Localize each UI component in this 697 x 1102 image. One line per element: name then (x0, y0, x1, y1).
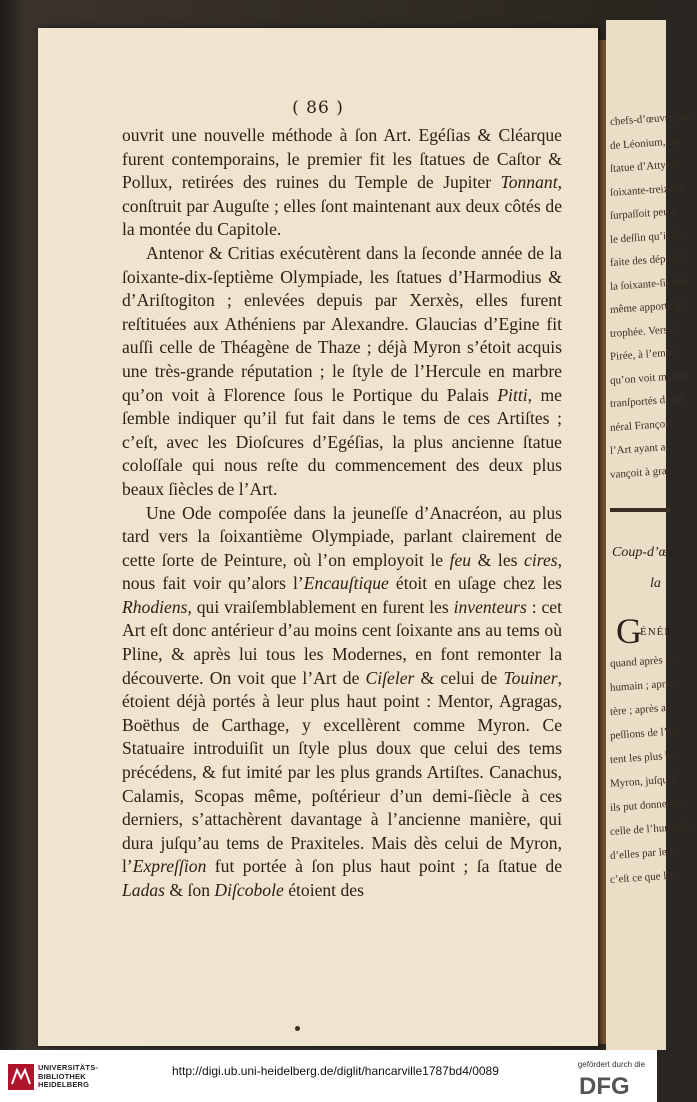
italic-run: Tonnant (500, 172, 558, 193)
facing-page-line: la ſoixante-ſixièm (609, 275, 689, 293)
text-run: fut portée à ſon plus haut point ; ſa ſtatue de (206, 856, 562, 877)
paragraph (122, 124, 562, 242)
ornamental-rule (610, 508, 670, 512)
svg-text:DFG: DFG (579, 1073, 630, 1100)
italic-run: inventeurs (453, 596, 527, 617)
text-run: étoient des (283, 880, 364, 900)
italic-run: Ciſeler (365, 667, 415, 688)
facing-page-line: Pirée, à l’embo (609, 346, 678, 363)
italic-run: Ladas (122, 880, 166, 900)
funded-by-label: gefördert durch die (577, 1060, 645, 1069)
body-text (122, 124, 562, 903)
facing-page-line: qu’on voit mainte (609, 369, 689, 387)
facing-page-line: chefs-d’œuvres en (609, 110, 692, 128)
italic-run: Encauſtique (303, 573, 389, 594)
text-run: , qui vraiſemblablement en furent les (187, 596, 454, 617)
facing-page-line: ſtatue d’Attylus (609, 158, 680, 175)
text-run: étoit en uſage chez les (388, 573, 562, 594)
facing-page-line: de Léonium, qu (609, 134, 680, 152)
ink-spot (295, 1026, 300, 1031)
source-url[interactable]: http://digi.ub.uni-heidelberg.de/diglit/hancarville1787bd4/0089 (172, 1064, 499, 1078)
facing-page-heading-2: la (650, 576, 661, 591)
facing-page-line: ſoixante-treizièm (609, 181, 686, 199)
text-run: & celui de (414, 667, 504, 688)
italic-run: feu (449, 549, 472, 570)
facing-page-line: le deſſin qu’il do (609, 228, 684, 246)
university-logo-icon (8, 1064, 34, 1090)
facing-page-line: d’elles par le fe (609, 845, 679, 862)
text-run: : cet Art eſt donc antérieur d’au moins cent ſoixante ans au tems où Pline, & après lui tous les Modernes, en font remonter la découverte. On voit que l’Art de (122, 596, 562, 688)
facing-page-line: vançoit à gran (609, 464, 673, 481)
italic-run: Expreſſion (132, 856, 207, 877)
facing-page-line: Myron, juſqu’à (609, 773, 677, 790)
facing-page-heading: Coup-d’œil ſu (612, 545, 691, 560)
text-run: Antenor & Critias exécutèrent dans la ſeconde année de la ſoixante-dix-ſeptième Olympiade, les ſtatues d’Harmodius & d’Ariſtogiton ; enlevées depuis par Xerxès, elles furent reſtituées aux Athéniens par Alexandre. Glaucias d’Egine fit auſſi celle de Théagène de Thaze ; déjà Myron s’étoit acquis une très-grande réputation ; le ſtyle de l’Hercule en marbre qu’on voit à Florence ſous le Portique du Palais (122, 242, 562, 405)
italic-run: Diſcobole (214, 880, 284, 900)
paragraph (122, 502, 562, 903)
italic-run: Rhodiens (122, 596, 188, 617)
text-run: & les (471, 549, 525, 570)
drop-cap: G (616, 611, 642, 651)
facing-page-line: tère ; après av (609, 701, 672, 718)
facing-page-line: quand après av (609, 653, 677, 670)
dfg-logo (575, 1072, 647, 1098)
facing-page-line: faite des dépouill (609, 251, 686, 269)
facing-page-line: trophée. Vers ce (609, 322, 681, 340)
facing-page-line: néral François (609, 417, 673, 434)
text-run: & ſon (165, 880, 215, 900)
italic-run: Pitti (497, 384, 528, 405)
text-run: , me ſemble indiquer qu’il fut fait dans le tems de ces Artiſtes ; c’eſt, avec les Dioſcures d’Egéſias, la plus ancienne ſtatue coloſſale qui nous reſte du commencement des deux plus beaux ſiècles de l’Art. (122, 384, 562, 499)
facing-page-line: ils put donner au (609, 796, 684, 814)
text-run: , conſtruit par Auguſte ; elles ſont maintenant aux deux côtés de la montée du Capitole. (122, 172, 562, 240)
facing-page-line: même apporté pa (609, 298, 686, 316)
left-page (38, 28, 598, 1046)
facing-page-line: tranſportés d’Ath (609, 392, 686, 410)
text-run: , nous fait voir qu’alors l’ (122, 549, 562, 594)
italic-run: cires (524, 549, 558, 570)
text-run: ouvrit une nouvelle méthode à ſon Art. Egéſias & Cléarque furent contemporains, le premier fit les ſtatues de Caſtor & Pollux, retirées des ruines du Temple de Jupiter (122, 125, 562, 193)
facing-page-line: l’Art ayant ac (609, 440, 671, 457)
facing-page (606, 20, 697, 1050)
facing-page-line: tent les plus be (609, 749, 676, 766)
library-name: UNIVERSITÄTS- BIBLIOTHEK HEIDELBERG (38, 1063, 99, 1089)
page-edge (598, 40, 606, 1044)
paragraph (122, 242, 562, 502)
facing-page-line: ſurpaſſoit peu a (609, 205, 677, 222)
drop-cap-rest: ÉNÉRALE (640, 626, 697, 638)
facing-page-line: c’eſt ce que l’hi (609, 869, 679, 886)
footer-bar (0, 1050, 657, 1102)
italic-run: Touiner (503, 667, 558, 688)
text-run: Une Ode compoſée dans la jeuneſſe d’Anacréon, au plus tard vers la ſoixantième Olympiade, parlant clairement de cette ſorte de Peinture, où l’on employoit le (122, 502, 562, 570)
facing-page-line: celle de l’humanit (609, 820, 690, 838)
facing-page-line: peſſions de l’am (609, 725, 682, 742)
facing-page-line: humain ; après (609, 677, 676, 694)
text-run: , étoient déjà portés à leur plus haut point : Mentor, Agragas, Boëthus de Carthage, y excellèrent comme Myron. Ce Statuaire introduiſit un ſtyle plus doux que celui des tems précédens, & fut imité par les plus grands Artiſtes. Canachus, Calamis, Scopas même, poſtérieur d’un demi-ſiècle à ces derniers, s’attachèrent davantage à l’ancienne manière, qui dura juſqu’au tems de Praxiteles. Mais dès celui de Myron, l’ (122, 667, 562, 877)
page-number: ( 86 ) (292, 98, 344, 118)
